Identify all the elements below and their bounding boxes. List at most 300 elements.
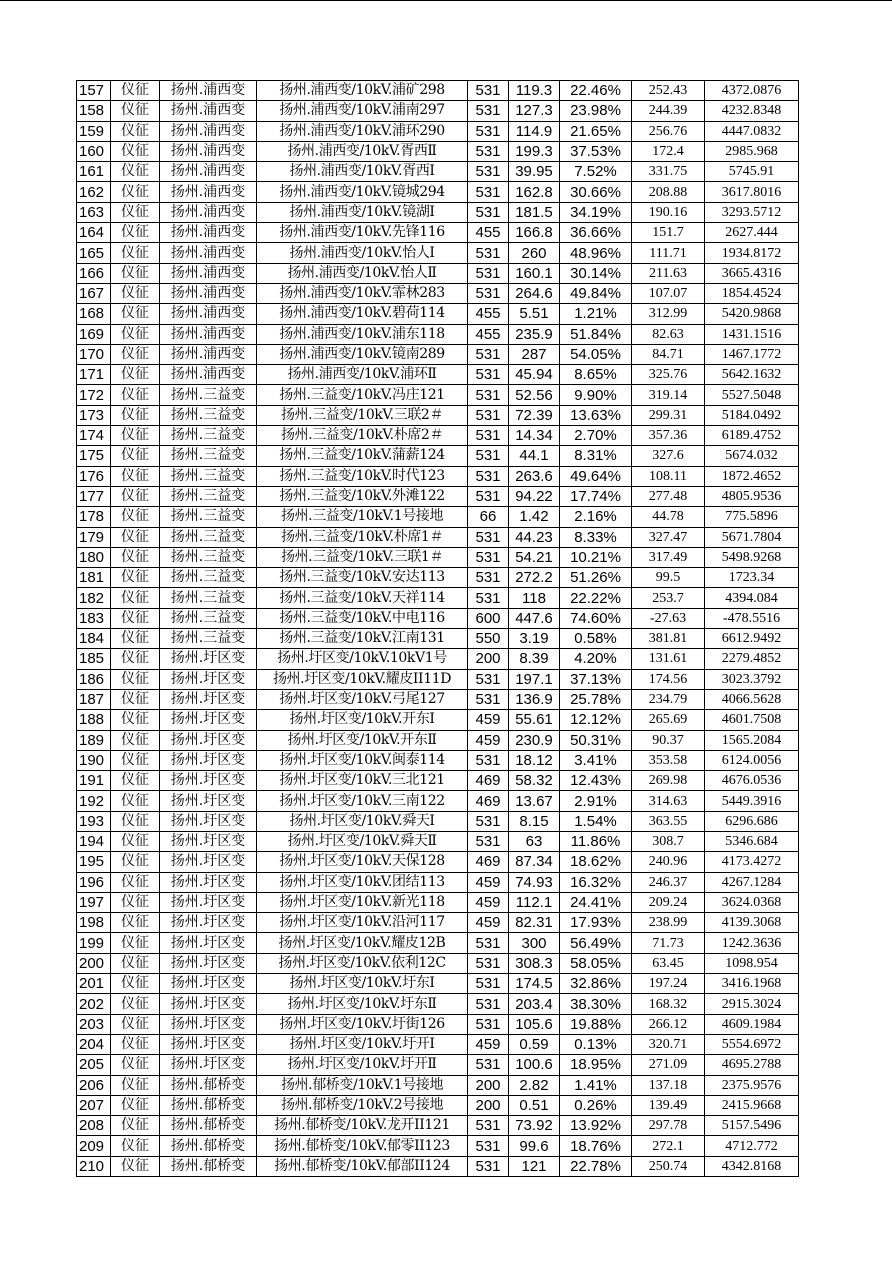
load-cell: 197.1 [509, 669, 560, 689]
row-number: 163 [77, 202, 111, 222]
margin-energy-cell: 4695.2788 [705, 1055, 799, 1075]
feeder-line-cell: 扬州.圩区变/10kV.耀皮II11D [257, 669, 468, 689]
table-row [77, 831, 799, 851]
feeder-line-cell: 扬州.浦西变/10kV.先锋116 [257, 223, 468, 243]
capacity-cell: 459 [468, 730, 509, 750]
margin-value-cell: 139.49 [632, 1095, 705, 1115]
feeder-line-cell: 扬州.圩区变/10kV.舜天Ⅱ [257, 831, 468, 851]
margin-energy-cell: 1431.1516 [705, 324, 799, 344]
load-cell: 203.4 [509, 994, 560, 1014]
margin-energy-cell: 1872.4652 [705, 466, 799, 486]
row-number: 172 [77, 385, 111, 405]
feeder-line-cell: 扬州.浦西变/10kV.怡人Ⅰ [257, 243, 468, 263]
capacity-cell: 531 [468, 385, 509, 405]
row-number: 191 [77, 771, 111, 791]
feeder-line-cell: 扬州.圩区变/10kV.新光118 [257, 892, 468, 912]
substation-cell: 扬州.浦西变 [160, 243, 257, 263]
feeder-line-cell: 扬州.三益变/10kV.三联1＃ [257, 547, 468, 567]
margin-value-cell: 208.88 [632, 182, 705, 202]
margin-value-cell: 172.4 [632, 141, 705, 161]
county-cell: 仪征 [111, 689, 160, 709]
load-rate-cell: 12.12% [560, 710, 632, 730]
table-row [77, 588, 799, 608]
substation-cell: 扬州.浦西变 [160, 202, 257, 222]
load-rate-cell: 13.92% [560, 1116, 632, 1136]
margin-energy-cell: 2915.3024 [705, 994, 799, 1014]
row-number: 204 [77, 1034, 111, 1054]
load-rate-cell: 12.43% [560, 771, 632, 791]
capacity-cell: 469 [468, 771, 509, 791]
load-cell: 1.42 [509, 507, 560, 527]
feeder-line-cell: 扬州.三益变/10kV.冯庄121 [257, 385, 468, 405]
margin-energy-cell: 5184.0492 [705, 405, 799, 425]
load-cell: 73.92 [509, 1116, 560, 1136]
capacity-cell: 531 [468, 669, 509, 689]
margin-value-cell: 111.71 [632, 243, 705, 263]
county-cell: 仪征 [111, 81, 160, 101]
table-row [77, 223, 799, 243]
load-cell: 308.3 [509, 953, 560, 973]
feeder-line-cell: 扬州.浦西变/10kV.浦环290 [257, 121, 468, 141]
row-number: 205 [77, 1055, 111, 1075]
capacity-cell: 455 [468, 324, 509, 344]
row-number: 162 [77, 182, 111, 202]
margin-energy-cell: 3617.8016 [705, 182, 799, 202]
load-cell: 166.8 [509, 223, 560, 243]
margin-value-cell: 327.6 [632, 446, 705, 466]
margin-energy-cell: 4267.1284 [705, 872, 799, 892]
row-number: 200 [77, 953, 111, 973]
row-number: 182 [77, 588, 111, 608]
feeder-line-cell: 扬州.郁桥变/10kV.龙开II121 [257, 1116, 468, 1136]
county-cell: 仪征 [111, 588, 160, 608]
substation-cell: 扬州.郁桥变 [160, 1075, 257, 1095]
margin-energy-cell: 1723.34 [705, 568, 799, 588]
load-rate-cell: 0.26% [560, 1095, 632, 1115]
table-row [77, 162, 799, 182]
substation-cell: 扬州.浦西变 [160, 304, 257, 324]
row-number: 192 [77, 791, 111, 811]
margin-energy-cell: 4601.7508 [705, 710, 799, 730]
row-number: 207 [77, 1095, 111, 1115]
substation-cell: 扬州.圩区变 [160, 953, 257, 973]
margin-energy-cell: 4066.5628 [705, 689, 799, 709]
substation-cell: 扬州.浦西变 [160, 162, 257, 182]
margin-energy-cell: 5498.9268 [705, 547, 799, 567]
feeder-line-cell: 扬州.浦西变/10kV.怡人Ⅱ [257, 263, 468, 283]
load-rate-cell: 22.78% [560, 1156, 632, 1176]
load-cell: 112.1 [509, 892, 560, 912]
margin-value-cell: 299.31 [632, 405, 705, 425]
feeder-line-cell: 扬州.圩区变/10kV.沿河117 [257, 913, 468, 933]
substation-cell: 扬州.浦西变 [160, 182, 257, 202]
county-cell: 仪征 [111, 405, 160, 425]
load-cell: 181.5 [509, 202, 560, 222]
load-rate-cell: 2.91% [560, 791, 632, 811]
margin-energy-cell: 5642.1632 [705, 365, 799, 385]
margin-value-cell: 197.24 [632, 974, 705, 994]
load-cell: 8.15 [509, 811, 560, 831]
county-cell: 仪征 [111, 1116, 160, 1136]
substation-cell: 扬州.圩区变 [160, 771, 257, 791]
table-row [77, 669, 799, 689]
capacity-cell: 531 [468, 568, 509, 588]
load-cell: 87.34 [509, 852, 560, 872]
feeder-line-cell: 扬州.浦西变/10kV.浦南297 [257, 101, 468, 121]
margin-energy-cell: 1467.1772 [705, 344, 799, 364]
county-cell: 仪征 [111, 771, 160, 791]
load-cell: 3.19 [509, 629, 560, 649]
load-rate-cell: 8.31% [560, 446, 632, 466]
feeder-line-cell: 扬州.浦西变/10kV.镜城294 [257, 182, 468, 202]
capacity-cell: 459 [468, 872, 509, 892]
capacity-cell: 459 [468, 710, 509, 730]
margin-energy-cell: 4342.8168 [705, 1156, 799, 1176]
load-rate-cell: 21.65% [560, 121, 632, 141]
feeder-line-cell: 扬州.三益变/10kV.时代123 [257, 466, 468, 486]
load-cell: 55.61 [509, 710, 560, 730]
table-row [77, 974, 799, 994]
feeder-line-cell: 扬州.浦西变/10kV.胥西Ⅱ [257, 141, 468, 161]
margin-energy-cell: 6612.9492 [705, 629, 799, 649]
margin-value-cell: 63.45 [632, 953, 705, 973]
load-rate-cell: 0.13% [560, 1034, 632, 1054]
feeder-line-cell: 扬州.圩区变/10kV.圩街126 [257, 1014, 468, 1034]
margin-energy-cell: 1934.8172 [705, 243, 799, 263]
load-cell: 136.9 [509, 689, 560, 709]
feeder-line-cell: 扬州.浦西变/10kV.碧荷114 [257, 304, 468, 324]
margin-energy-cell: 2375.9576 [705, 1075, 799, 1095]
load-rate-cell: 7.52% [560, 162, 632, 182]
table-row [77, 486, 799, 506]
load-rate-cell: 32.86% [560, 974, 632, 994]
capacity-cell: 550 [468, 629, 509, 649]
load-rate-cell: 1.21% [560, 304, 632, 324]
table-row [77, 730, 799, 750]
margin-energy-cell: 6296.686 [705, 811, 799, 831]
load-rate-cell: 36.66% [560, 223, 632, 243]
table-row [77, 365, 799, 385]
table-row [77, 608, 799, 628]
feeder-line-cell: 扬州.圩区变/10kV.闽泰114 [257, 750, 468, 770]
table-row [77, 344, 799, 364]
feeder-line-cell: 扬州.圩区变/10kV.团结113 [257, 872, 468, 892]
table-row [77, 304, 799, 324]
capacity-cell: 469 [468, 791, 509, 811]
capacity-cell: 531 [468, 263, 509, 283]
feeder-line-cell: 扬州.圩区变/10kV.三南122 [257, 791, 468, 811]
margin-value-cell: 246.37 [632, 872, 705, 892]
table-body [77, 81, 799, 1177]
margin-energy-cell: 4372.0876 [705, 81, 799, 101]
margin-energy-cell: 6124.0056 [705, 750, 799, 770]
table-row [77, 283, 799, 303]
load-rate-cell: 9.90% [560, 385, 632, 405]
row-number: 188 [77, 710, 111, 730]
load-cell: 13.67 [509, 791, 560, 811]
capacity-cell: 531 [468, 953, 509, 973]
feeder-line-cell: 扬州.圩区变/10kV.三北121 [257, 771, 468, 791]
county-cell: 仪征 [111, 283, 160, 303]
margin-energy-cell: 3665.4316 [705, 263, 799, 283]
county-cell: 仪征 [111, 649, 160, 669]
substation-cell: 扬州.圩区变 [160, 974, 257, 994]
margin-energy-cell: 3624.0368 [705, 892, 799, 912]
table-row [77, 466, 799, 486]
table-row [77, 202, 799, 222]
margin-value-cell: 174.56 [632, 669, 705, 689]
load-cell: 18.12 [509, 750, 560, 770]
margin-energy-cell: -478.5516 [705, 608, 799, 628]
margin-energy-cell: 4805.9536 [705, 486, 799, 506]
load-rate-cell: 24.41% [560, 892, 632, 912]
feeder-line-cell: 扬州.浦西变/10kV.浦东118 [257, 324, 468, 344]
county-cell: 仪征 [111, 426, 160, 446]
load-rate-cell: 3.41% [560, 750, 632, 770]
margin-value-cell: 108.11 [632, 466, 705, 486]
table-row [77, 1034, 799, 1054]
margin-value-cell: 317.49 [632, 547, 705, 567]
county-cell: 仪征 [111, 872, 160, 892]
load-cell: 0.51 [509, 1095, 560, 1115]
margin-energy-cell: 2415.9668 [705, 1095, 799, 1115]
county-cell: 仪征 [111, 831, 160, 851]
table-row [77, 1156, 799, 1176]
table-row [77, 994, 799, 1014]
county-cell: 仪征 [111, 710, 160, 730]
load-rate-cell: 48.96% [560, 243, 632, 263]
page-top-rule [0, 0, 892, 1]
table-row [77, 507, 799, 527]
load-cell: 235.9 [509, 324, 560, 344]
county-cell: 仪征 [111, 1095, 160, 1115]
substation-cell: 扬州.圩区变 [160, 892, 257, 912]
feeder-line-cell: 扬州.郁桥变/10kV.郁部II124 [257, 1156, 468, 1176]
load-cell: 52.56 [509, 385, 560, 405]
margin-value-cell: 265.69 [632, 710, 705, 730]
margin-energy-cell: 5527.5048 [705, 385, 799, 405]
substation-cell: 扬州.圩区变 [160, 933, 257, 953]
substation-cell: 扬州.圩区变 [160, 811, 257, 831]
row-number: 187 [77, 689, 111, 709]
capacity-cell: 531 [468, 974, 509, 994]
load-cell: 45.94 [509, 365, 560, 385]
substation-cell: 扬州.郁桥变 [160, 1116, 257, 1136]
load-cell: 99.6 [509, 1136, 560, 1156]
margin-energy-cell: 1098.954 [705, 953, 799, 973]
load-rate-cell: 2.16% [560, 507, 632, 527]
substation-cell: 扬州.浦西变 [160, 263, 257, 283]
table-row [77, 182, 799, 202]
margin-value-cell: 256.76 [632, 121, 705, 141]
capacity-cell: 459 [468, 892, 509, 912]
county-cell: 仪征 [111, 750, 160, 770]
county-cell: 仪征 [111, 162, 160, 182]
substation-cell: 扬州.圩区变 [160, 791, 257, 811]
load-rate-cell: 49.64% [560, 466, 632, 486]
capacity-cell: 531 [468, 1136, 509, 1156]
table-row [77, 771, 799, 791]
row-number: 168 [77, 304, 111, 324]
county-cell: 仪征 [111, 385, 160, 405]
row-number: 210 [77, 1156, 111, 1176]
row-number: 179 [77, 527, 111, 547]
load-rate-cell: 22.46% [560, 81, 632, 101]
row-number: 167 [77, 283, 111, 303]
row-number: 181 [77, 568, 111, 588]
row-number: 183 [77, 608, 111, 628]
row-number: 199 [77, 933, 111, 953]
county-cell: 仪征 [111, 1034, 160, 1054]
county-cell: 仪征 [111, 568, 160, 588]
table-row [77, 141, 799, 161]
table-row [77, 1055, 799, 1075]
margin-value-cell: 253.7 [632, 588, 705, 608]
margin-energy-cell: 5346.684 [705, 831, 799, 851]
county-cell: 仪征 [111, 953, 160, 973]
load-rate-cell: 18.95% [560, 1055, 632, 1075]
row-number: 166 [77, 263, 111, 283]
row-number: 161 [77, 162, 111, 182]
county-cell: 仪征 [111, 527, 160, 547]
capacity-cell: 531 [468, 344, 509, 364]
substation-cell: 扬州.三益变 [160, 527, 257, 547]
feeder-line-cell: 扬州.圩区变/10kV.10kV1号 [257, 649, 468, 669]
county-cell: 仪征 [111, 730, 160, 750]
load-rate-cell: 17.74% [560, 486, 632, 506]
row-number: 190 [77, 750, 111, 770]
table-row [77, 243, 799, 263]
county-cell: 仪征 [111, 223, 160, 243]
capacity-cell: 66 [468, 507, 509, 527]
feeder-line-cell: 扬州.圩区变/10kV.舜天Ⅰ [257, 811, 468, 831]
capacity-cell: 531 [468, 466, 509, 486]
load-cell: 162.8 [509, 182, 560, 202]
substation-cell: 扬州.浦西变 [160, 324, 257, 344]
county-cell: 仪征 [111, 892, 160, 912]
table-row [77, 405, 799, 425]
margin-value-cell: 272.1 [632, 1136, 705, 1156]
margin-value-cell: 90.37 [632, 730, 705, 750]
row-number: 171 [77, 365, 111, 385]
feeder-line-cell: 扬州.三益变/10kV.外滩122 [257, 486, 468, 506]
load-rate-cell: 0.58% [560, 629, 632, 649]
feeder-line-cell: 扬州.圩区变/10kV.圩开Ⅱ [257, 1055, 468, 1075]
row-number: 198 [77, 913, 111, 933]
row-number: 164 [77, 223, 111, 243]
feeder-load-table [76, 80, 799, 1177]
margin-value-cell: 238.99 [632, 913, 705, 933]
row-number: 208 [77, 1116, 111, 1136]
county-cell: 仪征 [111, 933, 160, 953]
county-cell: 仪征 [111, 141, 160, 161]
margin-value-cell: 99.5 [632, 568, 705, 588]
load-cell: 5.51 [509, 304, 560, 324]
load-cell: 118 [509, 588, 560, 608]
capacity-cell: 531 [468, 1014, 509, 1034]
margin-energy-cell: 4173.4272 [705, 852, 799, 872]
row-number: 206 [77, 1075, 111, 1095]
substation-cell: 扬州.三益变 [160, 446, 257, 466]
substation-cell: 扬州.圩区变 [160, 994, 257, 1014]
row-number: 196 [77, 872, 111, 892]
table-row [77, 446, 799, 466]
feeder-line-cell: 扬州.三益变/10kV.安达113 [257, 568, 468, 588]
substation-cell: 扬州.浦西变 [160, 121, 257, 141]
feeder-line-cell: 扬州.浦西变/10kV.浦矿298 [257, 81, 468, 101]
feeder-line-cell: 扬州.三益变/10kV.江南131 [257, 629, 468, 649]
margin-energy-cell: 6189.4752 [705, 426, 799, 446]
substation-cell: 扬州.浦西变 [160, 344, 257, 364]
load-cell: 105.6 [509, 1014, 560, 1034]
margin-energy-cell: 3023.3792 [705, 669, 799, 689]
row-number: 184 [77, 629, 111, 649]
load-cell: 72.39 [509, 405, 560, 425]
margin-value-cell: 325.76 [632, 365, 705, 385]
margin-value-cell: 277.48 [632, 486, 705, 506]
capacity-cell: 531 [468, 1116, 509, 1136]
margin-energy-cell: 2627.444 [705, 223, 799, 243]
margin-value-cell: 266.12 [632, 1014, 705, 1034]
margin-energy-cell: 1242.3636 [705, 933, 799, 953]
margin-value-cell: 271.09 [632, 1055, 705, 1075]
capacity-cell: 531 [468, 81, 509, 101]
county-cell: 仪征 [111, 121, 160, 141]
substation-cell: 扬州.圩区变 [160, 1055, 257, 1075]
capacity-cell: 200 [468, 649, 509, 669]
table-row [77, 101, 799, 121]
capacity-cell: 531 [468, 1156, 509, 1176]
margin-energy-cell: 2279.4852 [705, 649, 799, 669]
load-rate-cell: 23.98% [560, 101, 632, 121]
capacity-cell: 531 [468, 243, 509, 263]
feeder-line-cell: 扬州.圩区变/10kV.圩东Ⅰ [257, 974, 468, 994]
margin-value-cell: 357.36 [632, 426, 705, 446]
row-number: 160 [77, 141, 111, 161]
capacity-cell: 531 [468, 283, 509, 303]
capacity-cell: 531 [468, 527, 509, 547]
row-number: 173 [77, 405, 111, 425]
row-number: 185 [77, 649, 111, 669]
load-cell: 44.1 [509, 446, 560, 466]
load-cell: 300 [509, 933, 560, 953]
margin-value-cell: 297.78 [632, 1116, 705, 1136]
feeder-line-cell: 扬州.浦西变/10kV.胥西Ⅰ [257, 162, 468, 182]
load-rate-cell: 30.66% [560, 182, 632, 202]
capacity-cell: 531 [468, 689, 509, 709]
load-rate-cell: 11.86% [560, 831, 632, 851]
table-row [77, 81, 799, 101]
table-row [77, 1014, 799, 1034]
table-row [77, 629, 799, 649]
margin-value-cell: 82.63 [632, 324, 705, 344]
load-rate-cell: 37.53% [560, 141, 632, 161]
feeder-line-cell: 扬州.圩区变/10kV.耀皮12B [257, 933, 468, 953]
substation-cell: 扬州.三益变 [160, 385, 257, 405]
county-cell: 仪征 [111, 304, 160, 324]
load-rate-cell: 74.60% [560, 608, 632, 628]
feeder-line-cell: 扬州.圩区变/10kV.圩东Ⅱ [257, 994, 468, 1014]
margin-value-cell: 234.79 [632, 689, 705, 709]
load-cell: 54.21 [509, 547, 560, 567]
margin-energy-cell: 2985.968 [705, 141, 799, 161]
row-number: 180 [77, 547, 111, 567]
capacity-cell: 531 [468, 121, 509, 141]
margin-value-cell: 320.71 [632, 1034, 705, 1054]
load-cell: 2.82 [509, 1075, 560, 1095]
margin-energy-cell: 4609.1984 [705, 1014, 799, 1034]
load-cell: 174.5 [509, 974, 560, 994]
